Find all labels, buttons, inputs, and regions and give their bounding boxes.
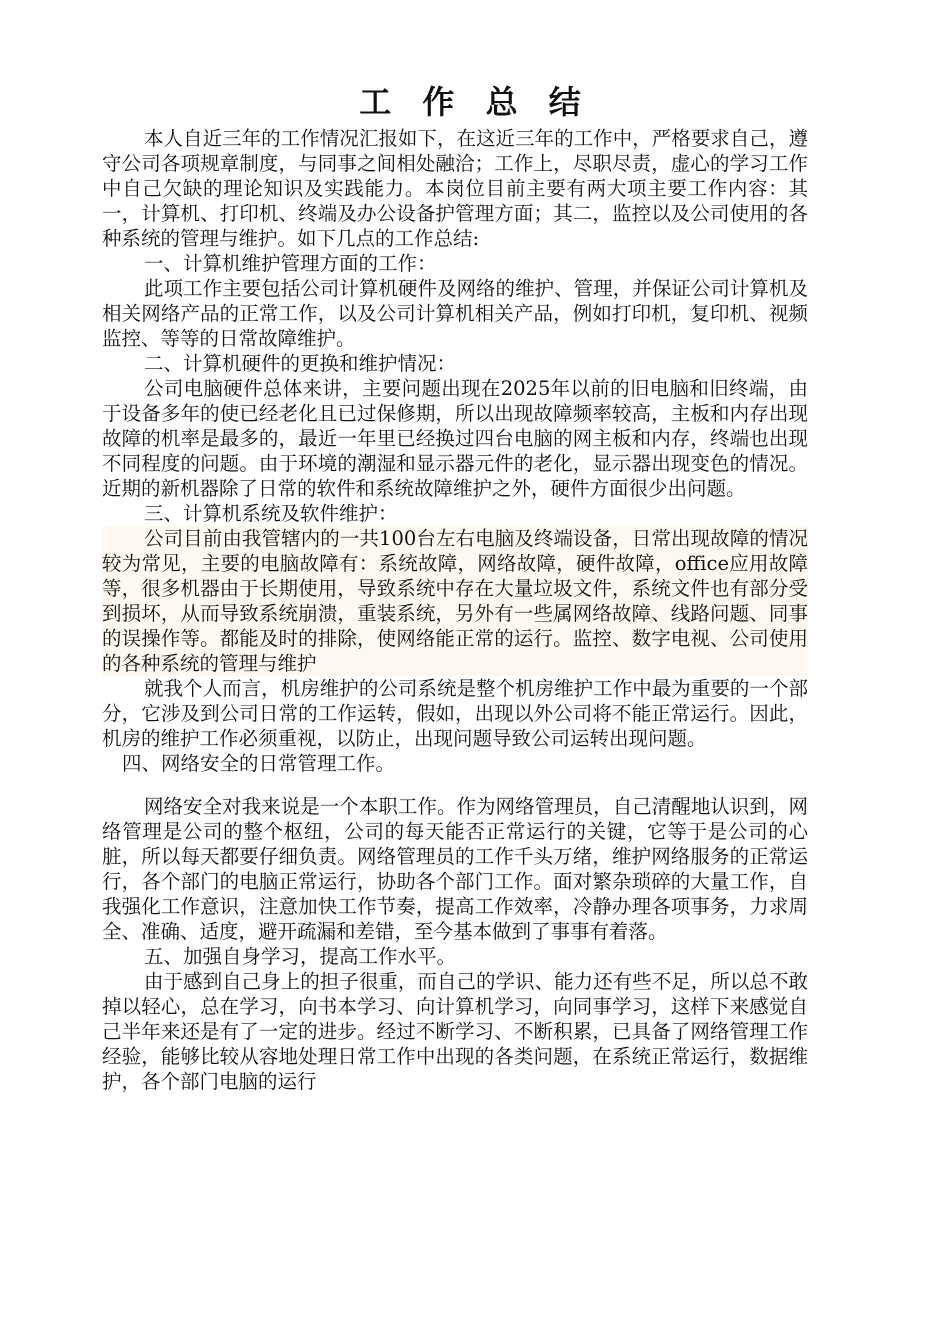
document-title: 工 作 总 结 xyxy=(359,83,591,121)
paragraph-intro: 本人自近三年的工作情况汇报如下，在这近三年的工作中，严格要求自己，遵守公司各项规章制度，与同事之间相处融洽；工作上，尽职尽责，虚心的学习工作中自己欠缺的理论知识及实践能力。本岗位目前主要有两大项主要工作内容：其一，计算机、打印机、终端及办公设备护管理方面；其二，监控以及公司使用的各种系统的管理与维护。如下几点的工作总结: xyxy=(102,127,808,250)
paragraph-section-1: 此项工作主要包括公司计算机硬件及网络的维护、管理，并保证公司计算机及相关网络产品的正常工作，以及公司计算机相关产品，例如打印机，复印机、视频监控、等等的日常故障维护。 xyxy=(102,277,808,350)
section-heading-2: 二、计算机硬件的更换和维护情况： xyxy=(144,352,457,375)
paragraph-section-2: 公司电脑硬件总体来讲，主要问题出现在2025年以前的旧电脑和旧终端，由于设备多年的使已经老化且已过保修期，所以出现故障频率较高，主板和内存出现故障的机率是最多的，最近一年里已经换过四台电脑的网主板和内存，终端也出现不同程度的问题。由于环境的潮湿和显示器元件的老化，显示器出现变色的情况。近期的新机器除了日常的软件和系统故障维护之外，硬件方面很少出问题。 xyxy=(102,377,808,500)
paragraph-section-4: 网络安全对我来说是一个本职工作。作为网络管理员，自己清醒地认识到，网络管理是公司的整个枢纽，公司的每天能否正常运行的关键，它等于是公司的心脏，所以每天都要仔细负责。网络管理员的工作千头万绪，维护网络服务的正常运行，各个部门的电脑正常运行，协助各个部门工作。面对繁杂琐碎的大量工作，自我强化工作意识，注意加快工作节奏，提高工作效率，冷静办理各项事务，力求周全、准确、适度，避开疏漏和差错，至今基本做到了事事有着落。 xyxy=(102,795,808,943)
section-heading-5: 五、加强自身学习，提高工作水平。 xyxy=(144,945,457,968)
section-heading-4: 四、网络安全的日常管理工作。 xyxy=(122,752,396,775)
section-heading-1: 一、计算机维护管理方面的工作： xyxy=(144,252,437,275)
section-heading-3: 三、计算机系统及软件维护： xyxy=(144,502,398,525)
paragraph-section-5: 由于感到自己身上的担子很重，而自己的学识、能力还有些不足，所以总不敢掉以轻心，总在学习，向书本学习、向计算机学习，向同事学习，这样下来感觉自己半年来还是有了一定的进步。经过不断学习、不断积累，已具备了网络管理工作经验，能够比较从容地处理日常工作中出现的各类问题，在系统正常运行，数据维护，各个部门电脑的运行 xyxy=(102,970,808,1093)
paragraph-section-3b: 就我个人而言，机房维护的公司系统是整个机房维护工作中最为重要的一个部分，它涉及到公司日常的工作运转，假如，出现以外公司将不能正常运行。因此，机房的维护工作必须重视，以防止，出现问题导致公司运转出现问题。 xyxy=(102,677,808,750)
document-body xyxy=(102,126,808,1094)
paragraph-section-3-highlighted: 公司目前由我管辖内的一共100台左右电脑及终端设备，日常出现故障的情况较为常见，主要的电脑故障有：系统故障，网络故障，硬件故障，office应用故障等，很多机器由于长期使用，导致系统中存在大量垃圾文件，系统文件也有部分受到损坏，从而导致系统崩溃，重装系统，另外有一些属网络故障、线路问题、同事的误操作等。都能及时的排除，使网络能正常的运行。监控、数字电视、公司使用的各种系统的管理与维护 xyxy=(102,527,808,675)
